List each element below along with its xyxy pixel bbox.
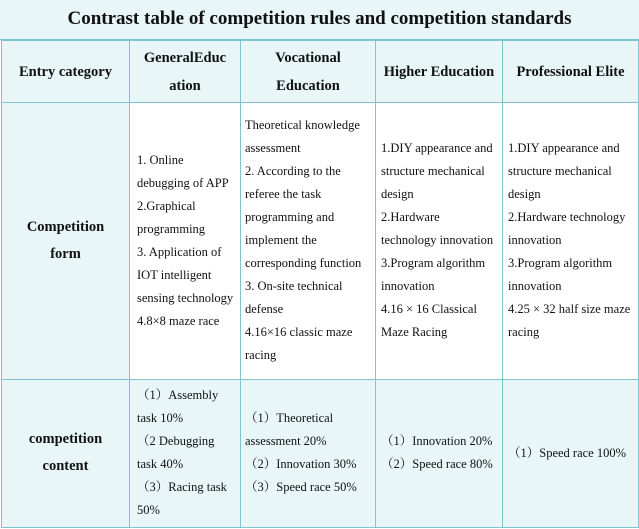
cell-line: （3）Speed race 50%: [245, 480, 357, 495]
cell-line: 2.Graphical programming: [137, 198, 206, 236]
comparison-table: [1, 40, 639, 528]
cell-line: （1）Assembly task 10%: [137, 388, 219, 426]
cell-higher-form: [376, 103, 503, 380]
header-row: [2, 41, 639, 103]
header-professional-elite: Professional Elite: [503, 41, 639, 103]
cell-higher-content: [376, 379, 503, 527]
cell-general-form: [130, 103, 241, 380]
table-title: Contrast table of competition rules and competition standards: [0, 0, 639, 40]
cell-line: 4.16×16 classic maze racing: [245, 325, 353, 363]
cell-line: 3.Program algorithm innovation: [508, 256, 613, 294]
cell-line: （2）Innovation 30%: [245, 457, 357, 472]
cell-line: （1）Innovation 20%: [381, 434, 493, 449]
row-label-competition-content: competition content: [2, 379, 130, 527]
header-entry-category: Entry category: [2, 41, 130, 103]
cell-line: 2.Hardware technology innovation: [508, 210, 626, 248]
header-higher-education: Higher Education: [376, 41, 503, 103]
cell-line: 2.Hardware technology innovation: [381, 210, 494, 248]
cell-elite-form: [503, 103, 639, 380]
cell-line: 4.16 × 16 Classical Maze Racing: [381, 302, 477, 340]
cell-line: Theoretical knowledge assessment: [245, 118, 360, 156]
cell-line: （1）Speed race 100%: [508, 445, 627, 460]
cell-vocational-content: [241, 379, 376, 527]
cell-line: 3.Program algorithm innovation: [381, 256, 486, 294]
row-label-competition-form: Competition form: [2, 103, 130, 380]
cell-line: （3）Racing task 50%: [137, 480, 227, 518]
cell-line: 4.25 × 32 half size maze racing: [508, 302, 631, 340]
cell-line: （2 Debugging task 40%: [137, 434, 215, 472]
cell-line: 3. Application of IOT intelligent sensing technology: [137, 244, 234, 305]
header-vocational-education: Vocational Education: [241, 41, 376, 103]
cell-line: 4.8×8 maze race: [137, 313, 220, 328]
table-row: [2, 379, 639, 527]
cell-line: 3. On-site technical defense: [245, 279, 343, 317]
cell-general-content: [130, 379, 241, 527]
cell-line: （2）Speed race 80%: [381, 457, 493, 472]
cell-elite-content: [503, 379, 639, 527]
header-general-education: GeneralEduc ation: [130, 41, 241, 103]
table-row: [2, 103, 639, 380]
cell-vocational-form: [241, 103, 376, 380]
cell-line: 1.DIY appearance and structure mechanical design: [381, 141, 493, 202]
cell-line: 2. According to the referee the task programming and implement the corresponding function: [245, 164, 362, 271]
cell-line: 1. Online debugging of APP: [137, 152, 229, 190]
cell-line: （1）Theoretical assessment 20%: [245, 411, 334, 449]
cell-line: 1.DIY appearance and structure mechanical design: [508, 141, 620, 202]
